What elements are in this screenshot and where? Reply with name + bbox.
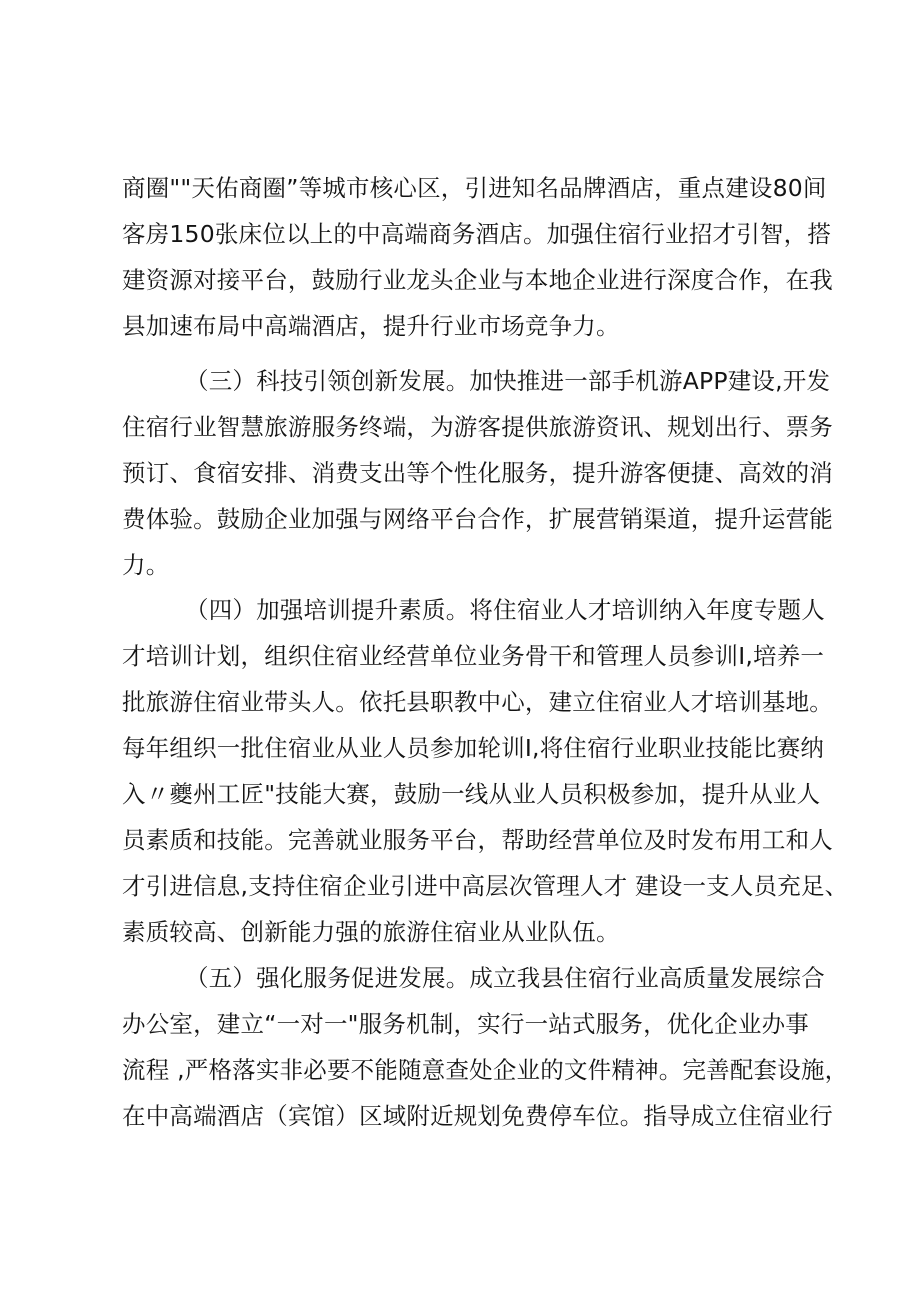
text-line: 建资源对接平台，鼓励行业龙头企业与本地企业进行深度合作，在我 xyxy=(122,266,833,294)
text-line: 住宿行业智慧旅游服务终端，为游客提供旅游资讯、规划出行、票务 xyxy=(122,413,833,441)
text-line: 素质较高、创新能力强的旅游住宿业从业队伍。 xyxy=(122,918,620,946)
text-line: 预订、食宿安排、消费支出等个性化服务，提升游客便捷、高效的消 xyxy=(122,459,833,487)
text-line: 每年组织一批住宿业从业人员参加轮训I,将住宿行业职业技能比赛纳 xyxy=(122,734,825,762)
text-line: 才引进信息,支持住宿企业引进中高层次管理人才 建设一支人员充足、 xyxy=(122,872,849,900)
text-line: 入〃夔州工匠"技能大赛，鼓励一线从业人员积极参加，提升从业人 xyxy=(122,780,821,808)
text-line: 县加速布局中高端酒店，提升行业市场竞争力。 xyxy=(122,312,620,340)
text-line: 流程 ,严格落实非必要不能随意查处企业的文件精神。完善配套设施， xyxy=(122,1056,849,1084)
text-line: 办公室，建立“一对一"服务机制，实行一站式服务，优化企业办事 xyxy=(122,1010,809,1038)
text-line: 商圈""天佑商圈”等城市核心区，引进知名品牌酒店，重点建设80间 xyxy=(122,174,827,202)
text-line: 批旅游住宿业带头人。依托县职教中心，建立住宿业人才培训基地。 xyxy=(122,688,833,716)
section-heading-line: （五）强化服务促进发展。成立我县住宿行业高质量发展综合 xyxy=(185,964,825,992)
section-heading-line: （三）科技引领创新发展。加快推进一部手机游APP建设,开发 xyxy=(185,367,831,395)
section-heading-line: （四）加强培训提升素质。将住宿业人才培训纳入年度专题人 xyxy=(185,596,825,624)
text-line: 力。 xyxy=(122,551,170,579)
text-line: 员素质和技能。完善就业服务平台，帮助经营单位及时发布用工和人 xyxy=(122,826,833,854)
text-line: 客房150张床位以上的中高端商务酒店。加强住宿行业招才引智，搭 xyxy=(122,220,832,248)
text-line: 在中高端酒店（宾馆）区域附近规划免费停车位。指导成立住宿业行 xyxy=(122,1102,833,1130)
text-line: 才培训计划，组织住宿业经营单位业务骨干和管理人员参训I,培养一 xyxy=(122,642,825,670)
text-line: 费体验。鼓励企业加强与网络平台合作，扩展营销渠道，提升运营能 xyxy=(122,505,833,533)
